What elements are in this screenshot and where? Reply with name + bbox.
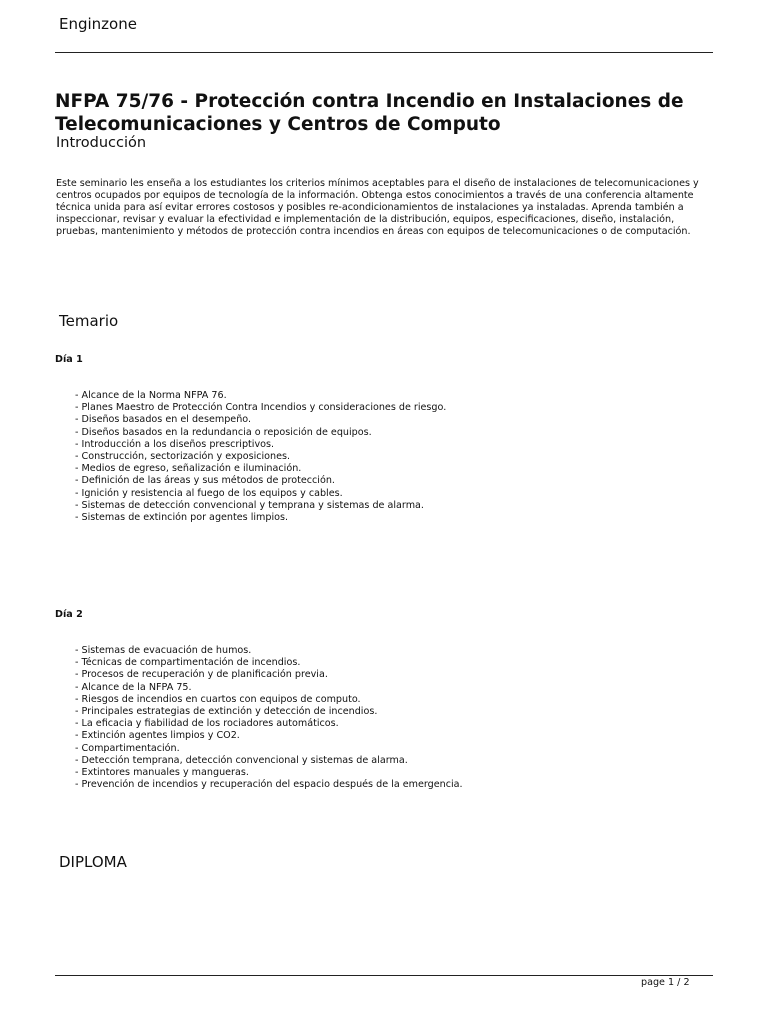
list-item: - Principales estrategias de extinción y detección de incendios. [75,706,463,718]
list-item: - Prevención de incendios y recuperación del espacio después de la emergencia. [75,779,463,791]
list-item: - Compartimentación. [75,743,463,755]
list-item: - Introducción a los diseños prescriptivos. [75,439,446,451]
list-item: - Sistemas de evacuación de humos. [75,645,463,657]
brand-name: Enginzone [59,15,137,33]
list-item: - Alcance de la Norma NFPA 76. [75,390,446,402]
page-number: page 1 / 2 [641,977,690,988]
list-item: - Técnicas de compartimentación de incendios. [75,657,463,669]
list-item: - Medios de egreso, señalización e iluminación. [75,463,446,475]
document-title: NFPA 75/76 - Protección contra Incendio en Instalaciones de Telecomunicaciones y Centros de Computo [55,91,684,135]
list-item: - Planes Maestro de Protección Contra Incendios y consideraciones de riesgo. [75,402,446,414]
syllabus-heading: Temario [59,312,119,330]
list-item: - Ignición y resistencia al fuego de los equipos y cables. [75,488,446,500]
list-item: - Alcance de la NFPA 75. [75,682,463,694]
list-item: - Diseños basados en el desempeño. [75,414,446,426]
section-subtitle: Introducción [56,135,147,151]
day2-label: Día 2 [55,609,83,620]
intro-paragraph: Este seminario les enseña a los estudiantes los criterios mínimos aceptables para el diseño de instalaciones de telecomunicaciones y centros ocupados por equipos de tecnología de la información. Obtenga estos conocimientos a través de una conferencia altamente técnica unida para así evitar errores costosos y posibles re-acondicionamientos de instalaciones ya instaladas. Aprenda también a inspeccionar, revisar y evaluar la efectividad e implementación de la distribución, equipos, especificaciones, diseño, instalación, pruebas, mantenimiento y métodos de protección contra incendios en áreas con equipos de telecomunicaciones o de computación. [56,178,699,238]
list-item: - Construcción, sectorización y exposiciones. [75,451,446,463]
list-item: - Sistemas de detección convencional y temprana y sistemas de alarma. [75,500,446,512]
diploma-heading: DIPLOMA [59,853,127,871]
day2-topic-list [75,645,463,791]
day1-label: Día 1 [55,354,83,365]
footer-divider [55,975,713,976]
list-item: - Detección temprana, detección convencional y sistemas de alarma. [75,755,463,767]
list-item: - Definición de las áreas y sus métodos de protección. [75,475,446,487]
list-item: - Extinción agentes limpios y CO2. [75,730,463,742]
list-item: - La eficacia y fiabilidad de los rociadores automáticos. [75,718,463,730]
list-item: - Extintores manuales y mangueras. [75,767,463,779]
list-item: - Diseños basados en la redundancia o reposición de equipos. [75,427,446,439]
list-item: - Procesos de recuperación y de planificación previa. [75,669,463,681]
header-divider [55,52,713,53]
list-item: - Riesgos de incendios en cuartos con equipos de computo. [75,694,463,706]
day1-topic-list [75,390,446,524]
list-item: - Sistemas de extinción por agentes limpios. [75,512,446,524]
